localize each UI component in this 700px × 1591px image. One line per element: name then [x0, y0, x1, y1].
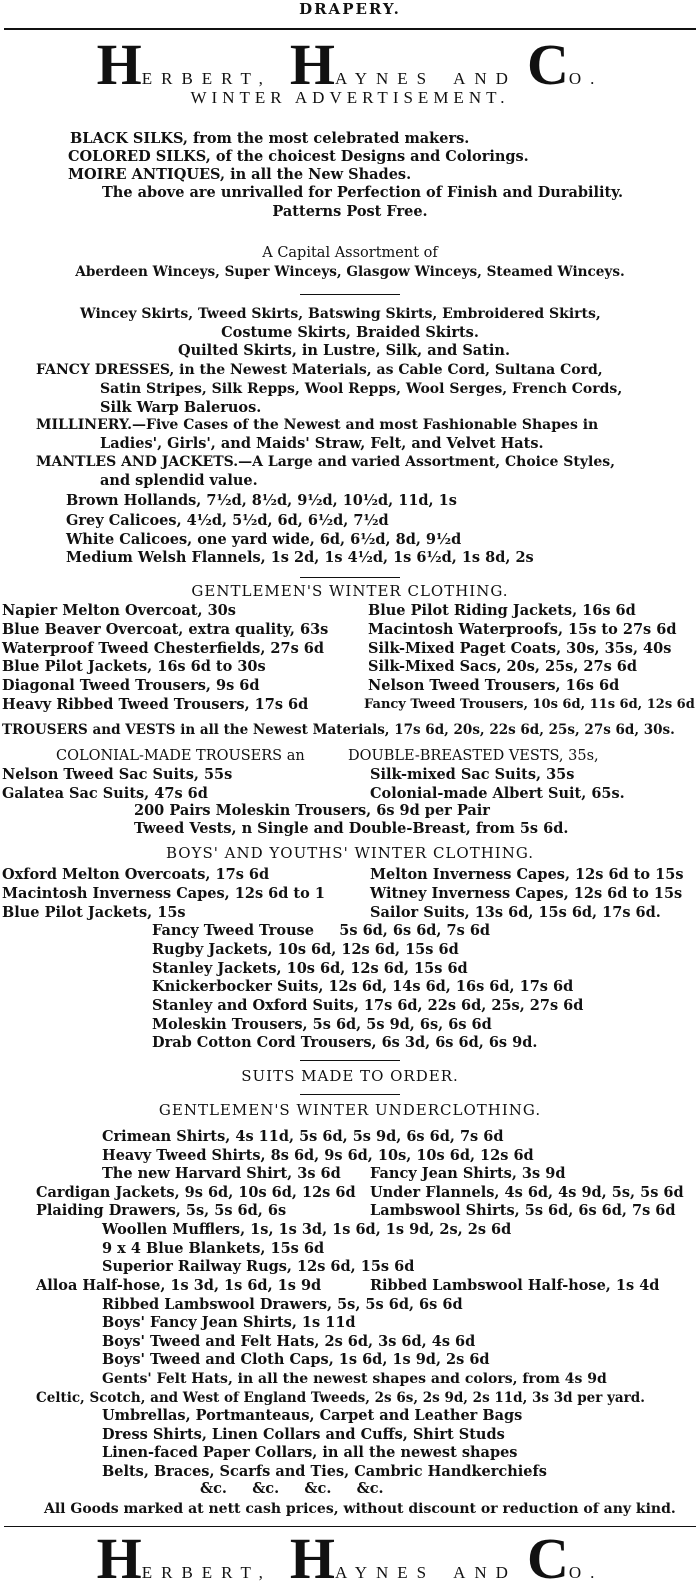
under-6: Woollen Mufflers, 1s, 1s 3d, 1s 6d, 1s 9d, 2s, 2s 6d [102, 1221, 512, 1238]
word-erbert: ERBERT, [141, 69, 272, 88]
boys-left-2: Macintosh Inverness Capes, 12s 6d to 1 [2, 885, 325, 902]
under-5r: Lambswool Shirts, 5s 6d, 6s 6d, 7s 6d [370, 1202, 676, 1219]
boys-right-2: Witney Inverness Capes, 12s 6d to 15s [370, 885, 683, 902]
colonial-r1: Silk-mixed Sac Suits, 35s [370, 766, 575, 783]
initial-h: H [96, 1526, 142, 1591]
winceys-line-1: A Capital Assortment of [262, 245, 438, 261]
initial-c: C [526, 32, 569, 97]
divider [300, 1094, 400, 1095]
colonial-c1: 200 Pairs Moleskin Trousers, 6s 9d per Pair [134, 802, 490, 819]
mantles-line-1: MANTLES AND JACKETS.—A Large and varied Assortment, Choice Styles, [36, 454, 615, 470]
under-11: Boys' Fancy Jean Shirts, 1s 11d [102, 1314, 356, 1331]
fancy-line-3: Silk Warp Baleruos. [100, 399, 262, 416]
colonial-c2: Tweed Vests, n Single and Double-Breast, from 5s 6d. [134, 820, 569, 837]
under-4l: Cardigan Jackets, 9s 6d, 10s 6d, 12s 6d [36, 1184, 356, 1201]
skirts-line-2: Costume Skirts, Braided Skirts. [221, 324, 479, 341]
gents-right-1: Blue Pilot Riding Jackets, 16s 6d [368, 602, 636, 619]
colonial-l1: Nelson Tweed Sac Suits, 55s [2, 766, 233, 783]
trousers-vests: TROUSERS and VESTS in all the Newest Materials, 17s 6d, 20s, 22s 6d, 25s, 27s 6d, 30s. [2, 722, 675, 738]
boys-item-5: Stanley and Oxford Suits, 17s 6d, 22s 6d, 25s, 27s 6d [152, 997, 584, 1014]
colonial-left: COLONIAL-MADE TROUSERS an [56, 748, 305, 764]
cotton-line-4: Medium Welsh Flannels, 1s 2d, 1s 4½d, 1s 6½d, 1s 8d, 2s [66, 549, 534, 566]
initial-h: H [289, 1526, 335, 1591]
under-3r: Fancy Jean Shirts, 3s 9d [370, 1165, 566, 1182]
under-3l: The new Harvard Shirt, 3s 6d [102, 1165, 341, 1182]
under-1: Crimean Shirts, 4s 11d, 5s 6d, 5s 9d, 6s 6d, 7s 6d [102, 1128, 504, 1145]
under-13: Boys' Tweed and Cloth Caps, 1s 6d, 1s 9d, 2s 6d [102, 1351, 490, 1368]
boys-item-4: Knickerbocker Suits, 12s 6d, 14s 6d, 16s 6d, 17s 6d [152, 978, 574, 995]
colonial-l2: Galatea Sac Suits, 47s 6d [2, 785, 208, 802]
underclothing-heading: GENTLEMEN'S WINTER UNDERCLOTHING. [158, 1101, 542, 1119]
gents-right-3: Silk-Mixed Paget Coats, 30s, 35s, 40s [368, 640, 672, 657]
gents-right-2: Macintosh Waterproofs, 15s to 27s 6d [368, 621, 677, 638]
cotton-line-2: Grey Calicoes, 4½d, 5½d, 6d, 6½d, 7½d [66, 512, 389, 529]
under-8: Superior Railway Rugs, 12s 6d, 15s 6d [102, 1258, 415, 1275]
boys-heading: BOYS' AND YOUTHS' WINTER CLOTHING. [165, 844, 535, 862]
under-17: Dress Shirts, Linen Collars and Cuffs, Shirt Studs [102, 1426, 505, 1443]
colonial-r2: Colonial-made Albert Suit, 65s. [370, 785, 625, 802]
fancy-line-1: FANCY DRESSES, in the Newest Materials, as Cable Cord, Sultana Cord, [36, 362, 603, 378]
boys-left-3: Blue Pilot Jackets, 15s [2, 904, 186, 921]
cotton-line-1: Brown Hollands, 7½d, 8½d, 9½d, 10½d, 11d, 1s [66, 492, 457, 509]
under-10: Ribbed Lambswool Drawers, 5s, 5s 6d, 6s 6d [102, 1296, 463, 1313]
gents-left-5: Diagonal Tweed Trousers, 9s 6d [2, 677, 260, 694]
under-16: Umbrellas, Portmanteaus, Carpet and Leather Bags [102, 1407, 523, 1424]
under-14: Gents' Felt Hats, in all the newest shapes and colors, from 4s 9d [102, 1371, 607, 1387]
under-18: Linen-faced Paper Collars, in all the newest shapes [102, 1444, 518, 1461]
boys-item-1: Fancy Tweed Trouse 5s 6d, 6s 6d, 7s 6d [152, 922, 491, 939]
silks-line-1: BLACK SILKS, from the most celebrated makers. [70, 130, 470, 147]
millinery-line-2: Ladies', Girls', and Maids' Straw, Felt, and Velvet Hats. [100, 435, 544, 452]
cash-notice: All Goods marked at nett cash prices, without discount or reduction of any kind. [44, 1501, 676, 1517]
word-erbert: ERBERT, [141, 1563, 272, 1582]
under-19: Belts, Braces, Scarfs and Ties, Cambric Handkerchiefs [102, 1463, 547, 1480]
boys-item-2: Rugby Jackets, 10s 6d, 12s 6d, 15s 6d [152, 941, 459, 958]
gents-heading: GENTLEMEN'S WINTER CLOTHING. [191, 582, 509, 600]
suits-heading: SUITS MADE TO ORDER. [241, 1067, 459, 1085]
silks-line-5: Patterns Post Free. [272, 203, 428, 220]
advert-title: WINTER ADVERTISEMENT. [190, 88, 510, 107]
fancy-line-2: Satin Stripes, Silk Repps, Wool Repps, Wool Serges, French Cords, [100, 381, 623, 397]
initial-h: H [96, 32, 142, 97]
under-20: &c. &c. &c. &c. [200, 1480, 384, 1497]
boys-left-1: Oxford Melton Overcoats, 17s 6d [2, 866, 270, 883]
word-aynes: AYNES [335, 1563, 436, 1582]
colonial-right: DOUBLE-BREASTED VESTS, 35s, [348, 748, 599, 764]
mantles-line-2: and splendid value. [100, 472, 258, 489]
boys-right-3: Sailor Suits, 13s 6d, 15s 6d, 17s 6d. [370, 904, 661, 921]
gents-left-2: Blue Beaver Overcoat, extra quality, 63s [2, 621, 329, 638]
under-15: Celtic, Scotch, and West of England Tweeds, 2s 6s, 2s 9d, 2s 11d, 3s 3d per yard. [36, 1390, 645, 1406]
word-o: O. [568, 1563, 604, 1582]
millinery-line-1: MILLINERY.—Five Cases of the Newest and most Fashionable Shapes in [36, 417, 599, 433]
word-aynes: AYNES [335, 69, 436, 88]
top-rule [4, 28, 696, 30]
word-and: AND [453, 1563, 517, 1582]
under-7: 9 x 4 Blue Blankets, 15s 6d [102, 1240, 325, 1257]
firm-name-bottom [0, 1526, 700, 1591]
gents-right-4: Silk-Mixed Sacs, 20s, 25s, 27s 6d [368, 658, 638, 675]
gents-right-5: Nelson Tweed Trousers, 16s 6d [368, 677, 620, 694]
under-5l: Plaiding Drawers, 5s, 5s 6d, 6s [36, 1202, 287, 1219]
skirts-line-3: Quilted Skirts, in Lustre, Silk, and Satin. [178, 342, 510, 359]
under-9l: Alloa Half-hose, 1s 3d, 1s 6d, 1s 9d [36, 1277, 322, 1294]
divider [300, 577, 400, 578]
word-and: AND [453, 69, 517, 88]
gents-left-6: Heavy Ribbed Tweed Trousers, 17s 6d [2, 696, 309, 713]
word-o: O. [568, 69, 604, 88]
silks-line-4: The above are unrivalled for Perfection of Finish and Durability. [102, 184, 624, 201]
section-heading: DRAPERY. [299, 0, 401, 18]
firm-name-top [0, 32, 700, 97]
winceys-line-2: Aberdeen Winceys, Super Winceys, Glasgow Winceys, Steamed Winceys. [75, 264, 625, 280]
gents-right-6: Fancy Tweed Trousers, 10s 6d, 11s 6d, 12s 6d [364, 697, 695, 712]
under-2: Heavy Tweed Shirts, 8s 6d, 9s 6d, 10s, 10s 6d, 12s 6d [102, 1147, 534, 1164]
divider [300, 1060, 400, 1061]
under-9r: Ribbed Lambswool Half-hose, 1s 4d [370, 1277, 660, 1294]
initial-c: C [526, 1526, 569, 1591]
boys-right-1: Melton Inverness Capes, 12s 6d to 15s [370, 866, 684, 883]
gents-left-4: Blue Pilot Jackets, 16s 6d to 30s [2, 658, 266, 675]
under-12: Boys' Tweed and Felt Hats, 2s 6d, 3s 6d, 4s 6d [102, 1333, 476, 1350]
silks-line-2: COLORED SILKS, of the choicest Designs and Colorings. [68, 148, 529, 165]
boys-item-6: Moleskin Trousers, 5s 6d, 5s 9d, 6s, 6s 6d [152, 1016, 492, 1033]
under-4r: Under Flannels, 4s 6d, 4s 9d, 5s, 5s 6d [370, 1184, 684, 1201]
silks-line-3: MOIRE ANTIQUES, in all the New Shades. [68, 166, 412, 183]
boys-item-7: Drab Cotton Cord Trousers, 6s 3d, 6s 6d, 6s 9d. [152, 1034, 538, 1051]
gents-left-1: Napier Melton Overcoat, 30s [2, 602, 236, 619]
cotton-line-3: White Calicoes, one yard wide, 6d, 6½d, 8d, 9½d [66, 531, 462, 548]
boys-item-3: Stanley Jackets, 10s 6d, 12s 6d, 15s 6d [152, 960, 468, 977]
gents-left-3: Waterproof Tweed Chesterfields, 27s 6d [2, 640, 325, 657]
initial-h: H [289, 32, 335, 97]
skirts-line-1: Wincey Skirts, Tweed Skirts, Batswing Skirts, Embroidered Skirts, [80, 306, 601, 322]
divider [300, 294, 400, 295]
